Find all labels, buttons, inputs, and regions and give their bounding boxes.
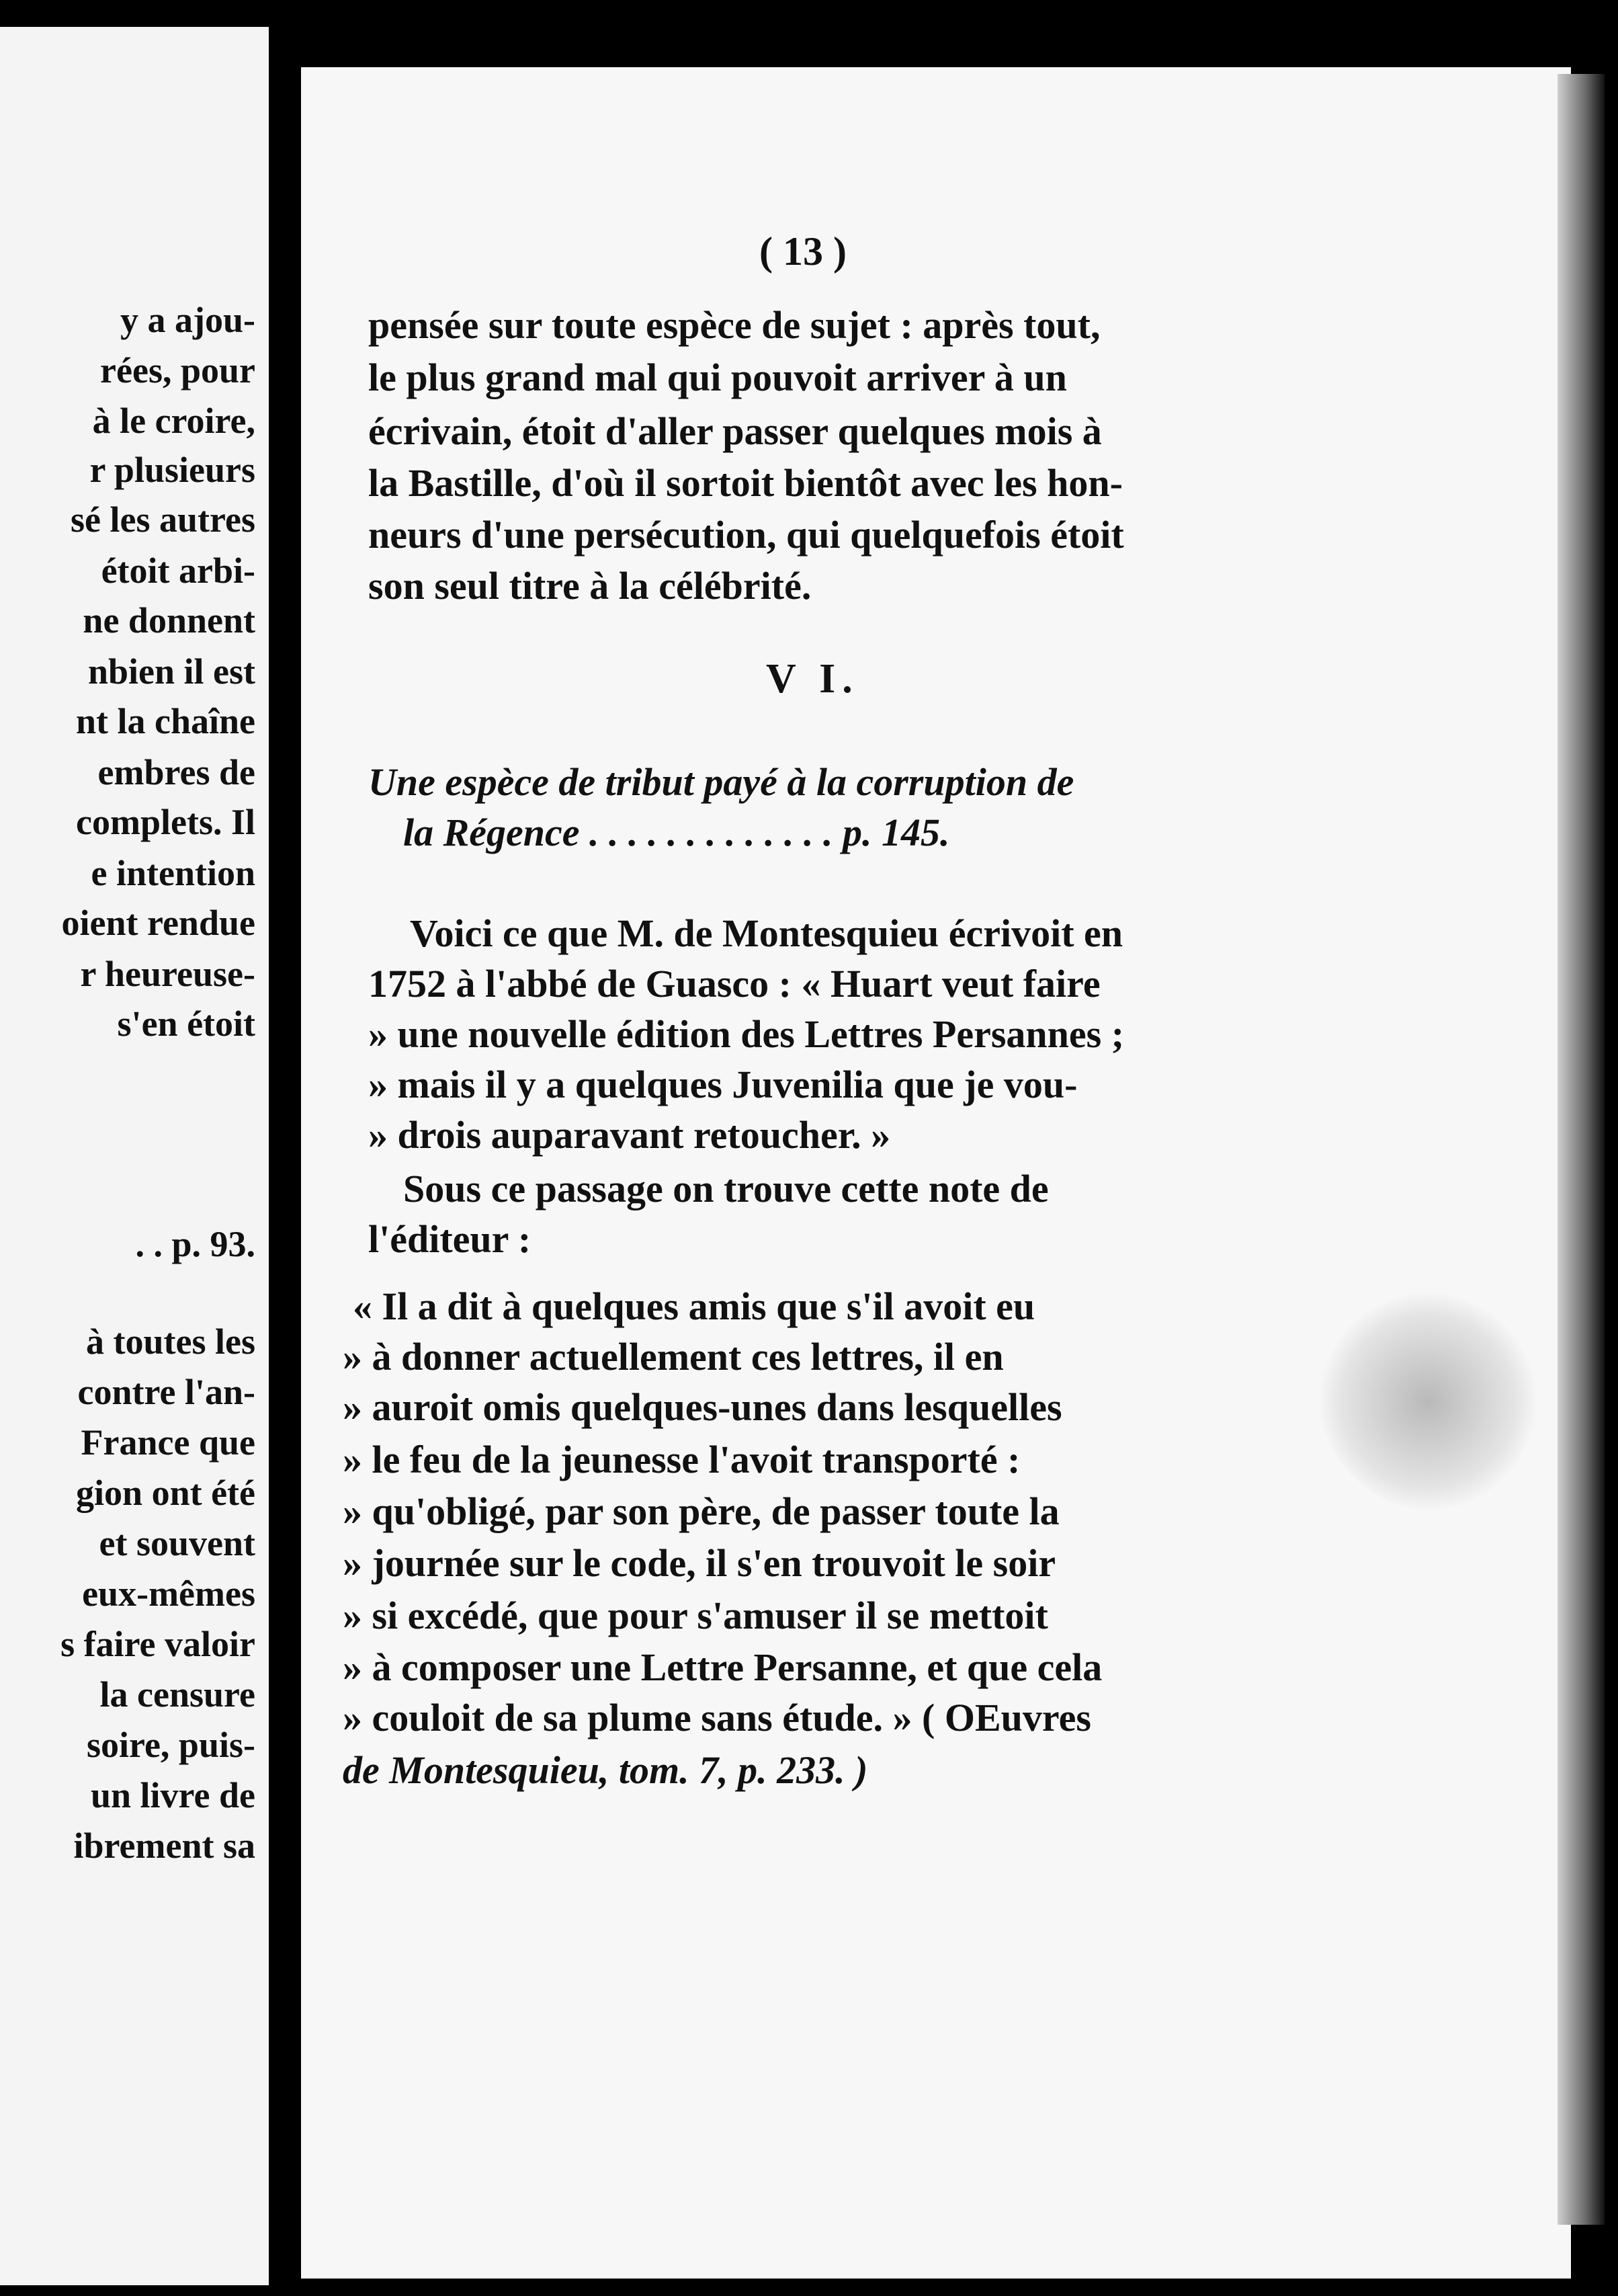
paragraph-line: neurs d'une persécution, qui quelquefois étoit bbox=[368, 513, 1124, 557]
paragraph-line: » le feu de la jeunesse l'avoit transporté : bbox=[343, 1438, 1021, 1481]
left-page-line: la censure bbox=[99, 1674, 255, 1715]
left-page-line: s faire valoir bbox=[60, 1624, 255, 1664]
left-page-line: France que bbox=[81, 1422, 255, 1463]
left-page-line: y a ajou- bbox=[120, 300, 255, 340]
paragraph-line: « Il a dit à quelques amis que s'il avoit eu bbox=[353, 1284, 1035, 1328]
left-page-line: oient rendue bbox=[61, 903, 255, 943]
paragraph-line: » une nouvelle édition des Lettres Persannes ; bbox=[368, 1012, 1125, 1056]
left-page-line: r plusieurs bbox=[89, 450, 255, 490]
left-page-line: étoit arbi- bbox=[101, 550, 255, 591]
left-page-line: sé les autres bbox=[71, 499, 255, 540]
page-number: ( 13 ) bbox=[759, 229, 847, 274]
paragraph-line: pensée sur toute espèce de sujet : après tout, bbox=[368, 303, 1101, 347]
left-page-line: à toutes les bbox=[86, 1321, 255, 1362]
left-page-line: r heureuse- bbox=[80, 954, 255, 994]
paragraph-line: Voici ce que M. de Montesquieu écrivoit en bbox=[410, 911, 1123, 955]
left-page-line: gion ont été bbox=[76, 1473, 255, 1513]
left-page-line: rées, pour bbox=[100, 350, 255, 391]
section-heading: Une espèce de tribut payé à la corruption de bbox=[368, 760, 1074, 804]
paragraph-line: Sous ce passage on trouve cette note de bbox=[403, 1167, 1049, 1211]
paragraph-line: » mais il y a quelques Juvenilia que je vou- bbox=[368, 1063, 1078, 1106]
paragraph-line: » journée sur le code, il s'en trouvoit le soir bbox=[343, 1541, 1056, 1585]
paragraph-line: le plus grand mal qui pouvoit arriver à un bbox=[368, 356, 1067, 399]
left-page bbox=[0, 27, 269, 2285]
left-page-line: à le croire, bbox=[92, 401, 255, 441]
page-edge bbox=[1558, 74, 1605, 2225]
left-page-line: ibrement sa bbox=[73, 1826, 255, 1866]
paragraph-line: » auroit omis quelques-unes dans lesquelles bbox=[343, 1385, 1062, 1429]
left-page-line: e intention bbox=[91, 853, 255, 893]
paragraph-line: l'éditeur : bbox=[368, 1217, 531, 1261]
paragraph-line: de Montesquieu, tom. 7, p. 233. ) bbox=[343, 1748, 868, 1792]
section-number: V I. bbox=[766, 656, 859, 702]
left-page-line: et souvent bbox=[99, 1523, 255, 1563]
paragraph-line: la Bastille, d'où il sortoit bientôt avec les hon- bbox=[368, 461, 1123, 505]
section-heading: la Régence . . . . . . . . . . . . . p. 145. bbox=[403, 811, 950, 854]
left-page-line: nt la chaîne bbox=[75, 701, 255, 741]
left-page-line: nbien il est bbox=[87, 651, 255, 692]
paragraph-line: » si excédé, que pour s'amuser il se mettoit bbox=[343, 1594, 1048, 1637]
paragraph-line: son seul titre à la célébrité. bbox=[368, 564, 812, 608]
paragraph-line: » à composer une Lettre Persanne, et que cela bbox=[343, 1645, 1103, 1689]
paragraph-line: » drois auparavant retoucher. » bbox=[368, 1113, 891, 1157]
left-page-line: un livre de bbox=[90, 1775, 255, 1815]
paragraph-line: » à donner actuellement ces lettres, il en bbox=[343, 1335, 1004, 1379]
left-page-line: eux-mêmes bbox=[82, 1573, 255, 1614]
paragraph-line: » qu'obligé, par son père, de passer toute la bbox=[343, 1489, 1060, 1533]
left-page-line: contre l'an- bbox=[77, 1372, 255, 1412]
left-page-line: ne donnent bbox=[83, 600, 255, 641]
paragraph-line: écrivain, étoit d'aller passer quelques mois à bbox=[368, 409, 1102, 453]
left-page-line: soire, puis- bbox=[86, 1725, 255, 1765]
paragraph-line: » couloit de sa plume sans étude. » ( OEuvres bbox=[343, 1696, 1091, 1739]
left-page-line: s'en étoit bbox=[117, 1003, 255, 1044]
left-page-line: embres de bbox=[97, 752, 255, 792]
left-page-line: complets. Il bbox=[76, 802, 255, 842]
left-page-line: . . p. 93. bbox=[135, 1224, 255, 1264]
paragraph-line: 1752 à l'abbé de Guasco : « Huart veut faire bbox=[368, 962, 1101, 1006]
